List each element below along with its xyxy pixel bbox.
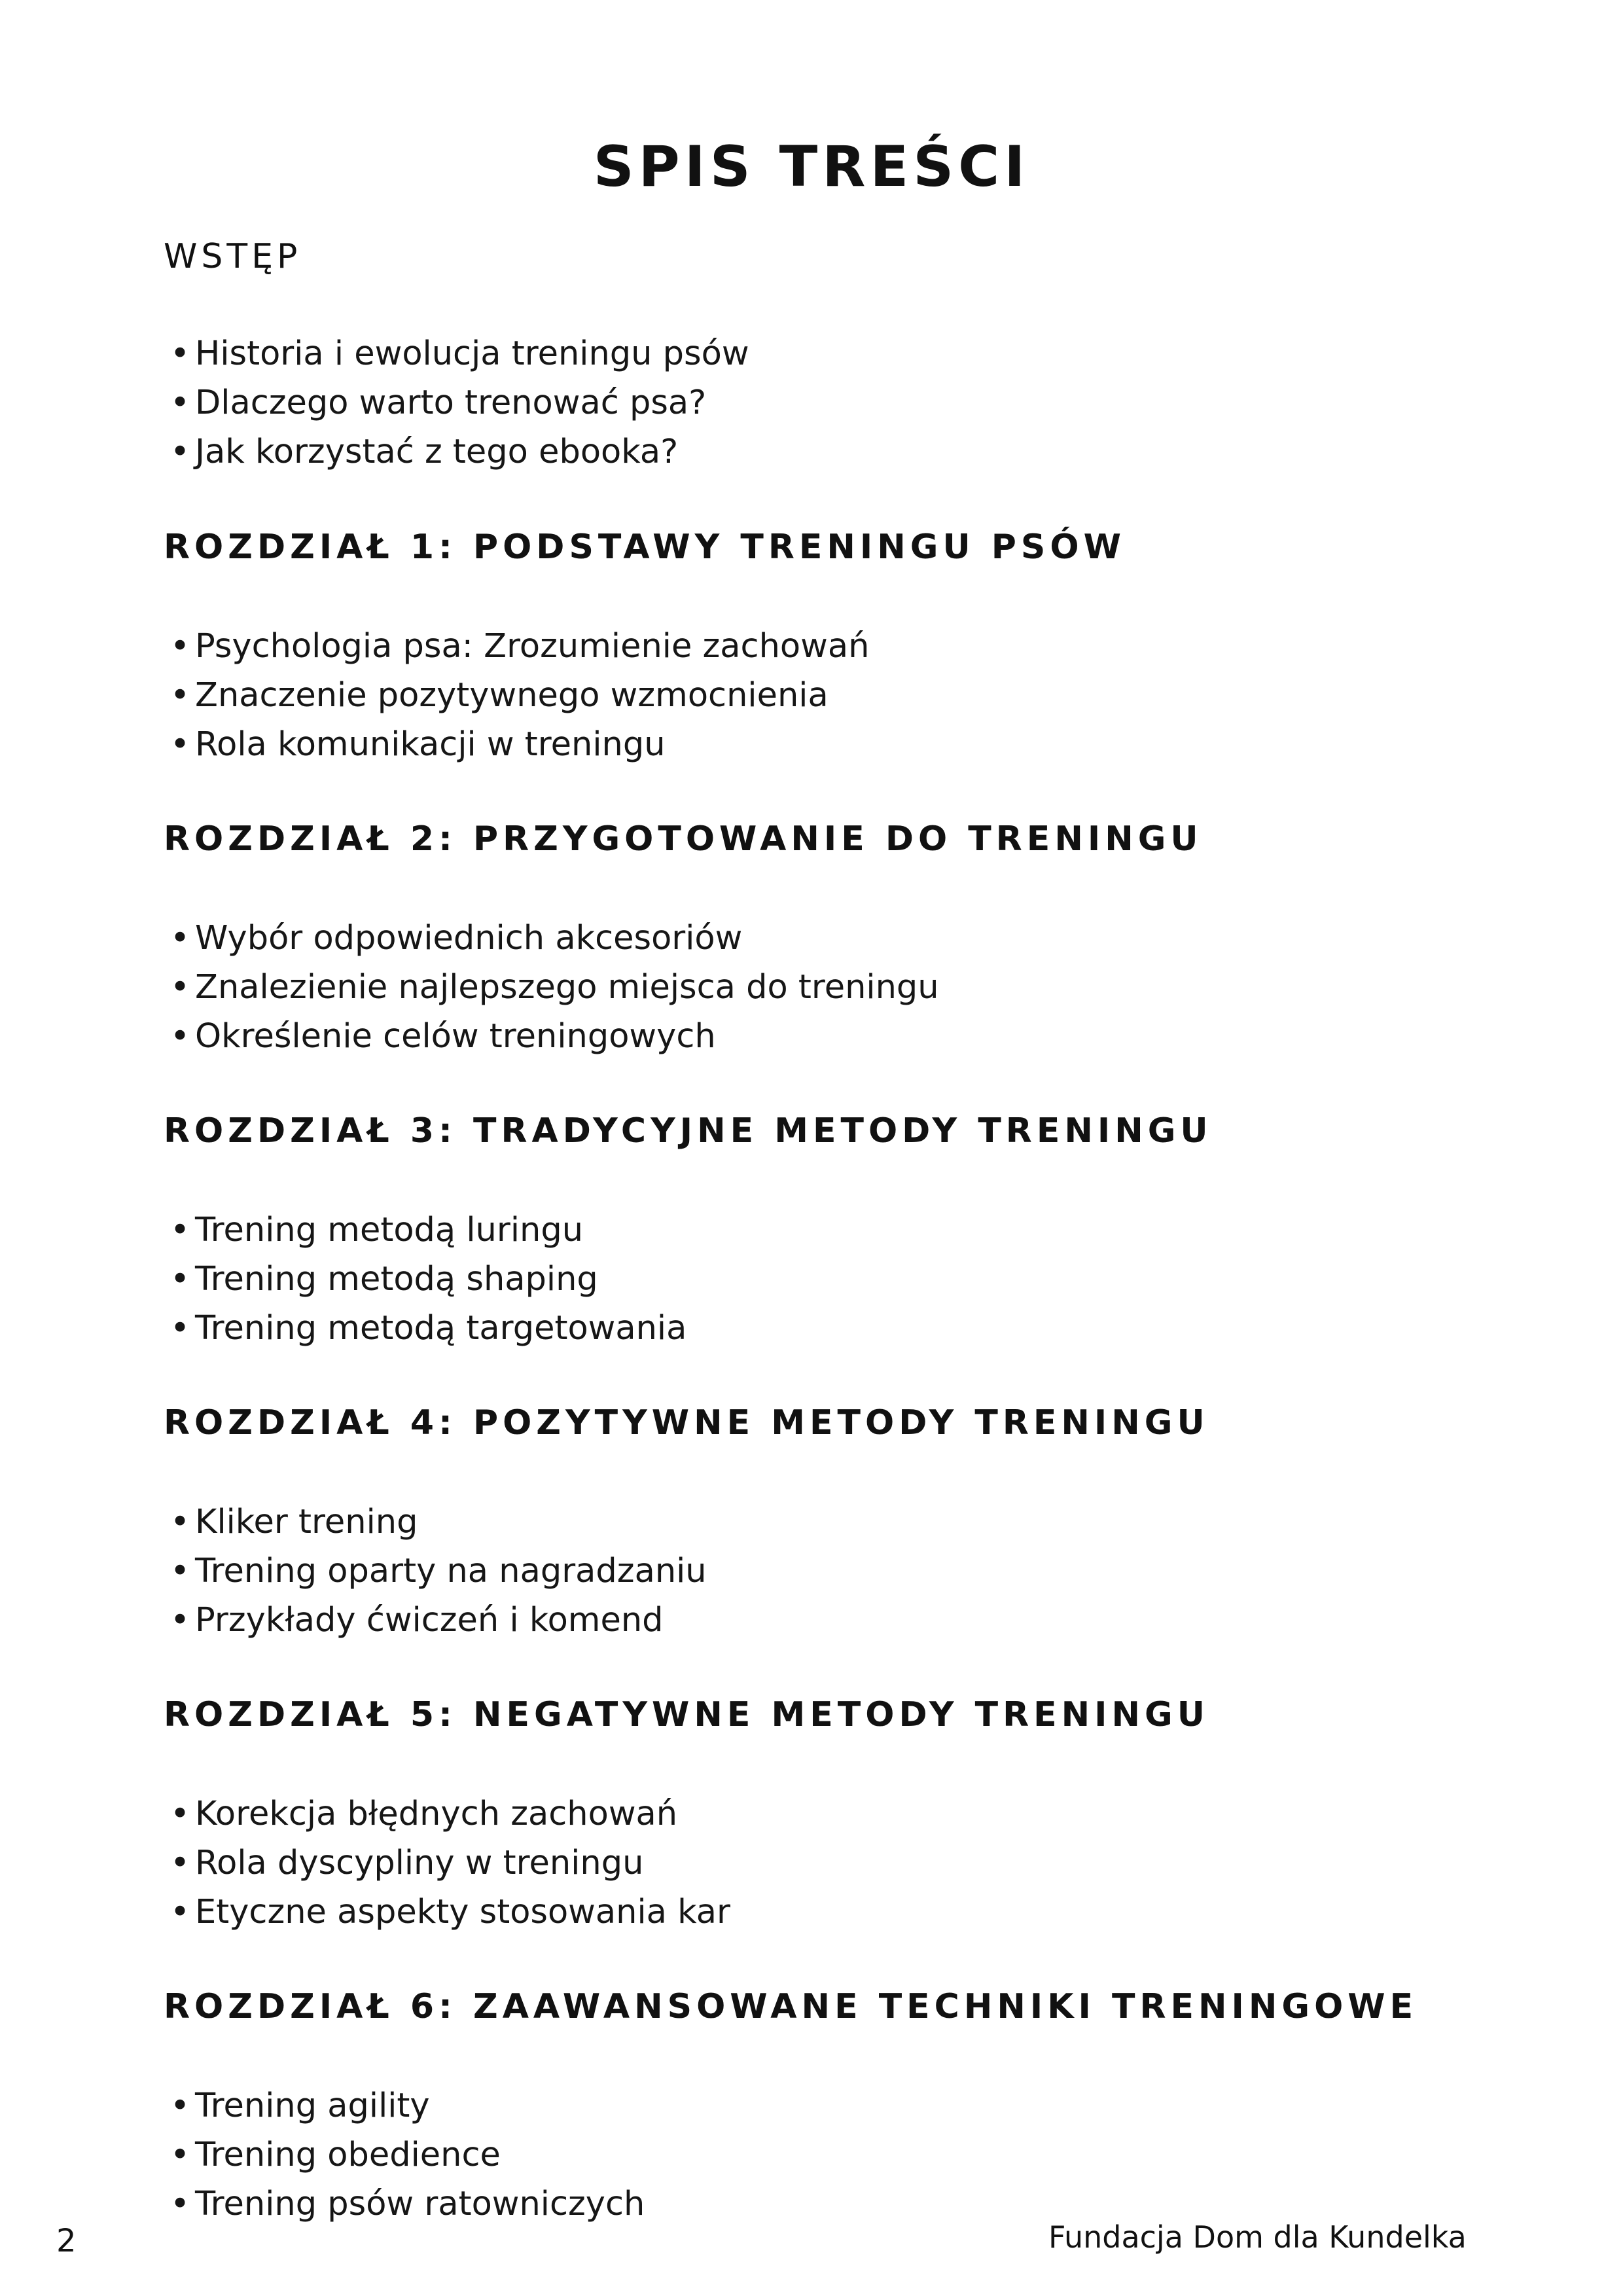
section-list-intro bbox=[170, 329, 749, 476]
bullet-icon: • bbox=[170, 1309, 190, 1348]
bullet-icon: • bbox=[170, 1503, 190, 1541]
list-item: • Trening metodą targetowania bbox=[170, 1304, 687, 1353]
bullet-icon: • bbox=[170, 725, 190, 764]
list-item: • Znalezienie najlepszego miejsca do treningu bbox=[170, 963, 939, 1012]
bullet-icon: • bbox=[170, 1260, 190, 1299]
section-heading-chapter-5: ROZDZIAŁ 5: NEGATYWNE METODY TRENINGU bbox=[164, 1695, 1209, 1734]
bullet-icon: • bbox=[170, 433, 190, 471]
list-item: • Znaczenie pozytywnego wzmocnienia bbox=[170, 671, 869, 720]
section-list-chapter-4 bbox=[170, 1498, 707, 1645]
bullet-icon: • bbox=[170, 1844, 190, 1882]
section-list-chapter-6 bbox=[170, 2081, 645, 2229]
section-list-chapter-2 bbox=[170, 914, 939, 1061]
list-item: • Trening agility bbox=[170, 2081, 645, 2130]
list-item: • Psychologia psa: Zrozumienie zachowań bbox=[170, 622, 869, 671]
section-list-chapter-3 bbox=[170, 1206, 687, 1353]
page-title: SPIS TREŚCI bbox=[593, 134, 1030, 200]
bullet-icon: • bbox=[170, 334, 190, 373]
list-item: • Etyczne aspekty stosowania kar bbox=[170, 1888, 730, 1937]
section-list-chapter-1 bbox=[170, 622, 869, 769]
list-item: • Historia i ewolucja treningu psów bbox=[170, 329, 749, 378]
list-item: • Rola komunikacji w treningu bbox=[170, 720, 869, 769]
section-heading-chapter-1: ROZDZIAŁ 1: PODSTAWY TRENINGU PSÓW bbox=[164, 528, 1126, 567]
bullet-icon: • bbox=[170, 1893, 190, 1931]
section-list-chapter-5 bbox=[170, 1789, 730, 1937]
list-item: • Korekcja błędnych zachowań bbox=[170, 1789, 730, 1839]
bullet-icon: • bbox=[170, 1795, 190, 1833]
list-item: • Przykłady ćwiczeń i komend bbox=[170, 1596, 707, 1645]
section-heading-chapter-2: ROZDZIAŁ 2: PRZYGOTOWANIE DO TRENINGU bbox=[164, 819, 1203, 859]
bullet-icon: • bbox=[170, 919, 190, 958]
bullet-icon: • bbox=[170, 1211, 190, 1249]
list-item: • Kliker trening bbox=[170, 1498, 707, 1547]
bullet-icon: • bbox=[170, 1552, 190, 1590]
list-item: • Określenie celów treningowych bbox=[170, 1012, 939, 1061]
list-item: • Jak korzystać z tego ebooka? bbox=[170, 427, 749, 476]
section-heading-chapter-4: ROZDZIAŁ 4: POZYTYWNE METODY TRENINGU bbox=[164, 1403, 1209, 1443]
page-number: 2 bbox=[56, 2223, 77, 2259]
list-item: • Dlaczego warto trenować psa? bbox=[170, 378, 749, 427]
bullet-icon: • bbox=[170, 1017, 190, 1056]
list-item: • Trening metodą luringu bbox=[170, 1206, 687, 1255]
bullet-icon: • bbox=[170, 384, 190, 422]
bullet-icon: • bbox=[170, 2136, 190, 2174]
bullet-icon: • bbox=[170, 2185, 190, 2223]
bullet-icon: • bbox=[170, 627, 190, 666]
section-heading-chapter-3: ROZDZIAŁ 3: TRADYCYJNE METODY TRENINGU bbox=[164, 1111, 1213, 1151]
list-item: • Trening obedience bbox=[170, 2130, 645, 2179]
bullet-icon: • bbox=[170, 676, 190, 715]
bullet-icon: • bbox=[170, 2087, 190, 2125]
list-item: • Trening psów ratowniczych bbox=[170, 2179, 645, 2229]
section-heading-intro: WSTĘP bbox=[164, 237, 302, 276]
bullet-icon: • bbox=[170, 1601, 190, 1640]
list-item: • Trening oparty na nagradzaniu bbox=[170, 1547, 707, 1596]
list-item: • Rola dyscypliny w treningu bbox=[170, 1839, 730, 1888]
footer-organization: Fundacja Dom dla Kundelka bbox=[1048, 2219, 1467, 2255]
list-item: • Wybór odpowiednich akcesoriów bbox=[170, 914, 939, 963]
section-heading-chapter-6: ROZDZIAŁ 6: ZAAWANSOWANE TECHNIKI TRENINGOWE bbox=[164, 1987, 1418, 2026]
bullet-icon: • bbox=[170, 968, 190, 1007]
list-item: • Trening metodą shaping bbox=[170, 1255, 687, 1304]
